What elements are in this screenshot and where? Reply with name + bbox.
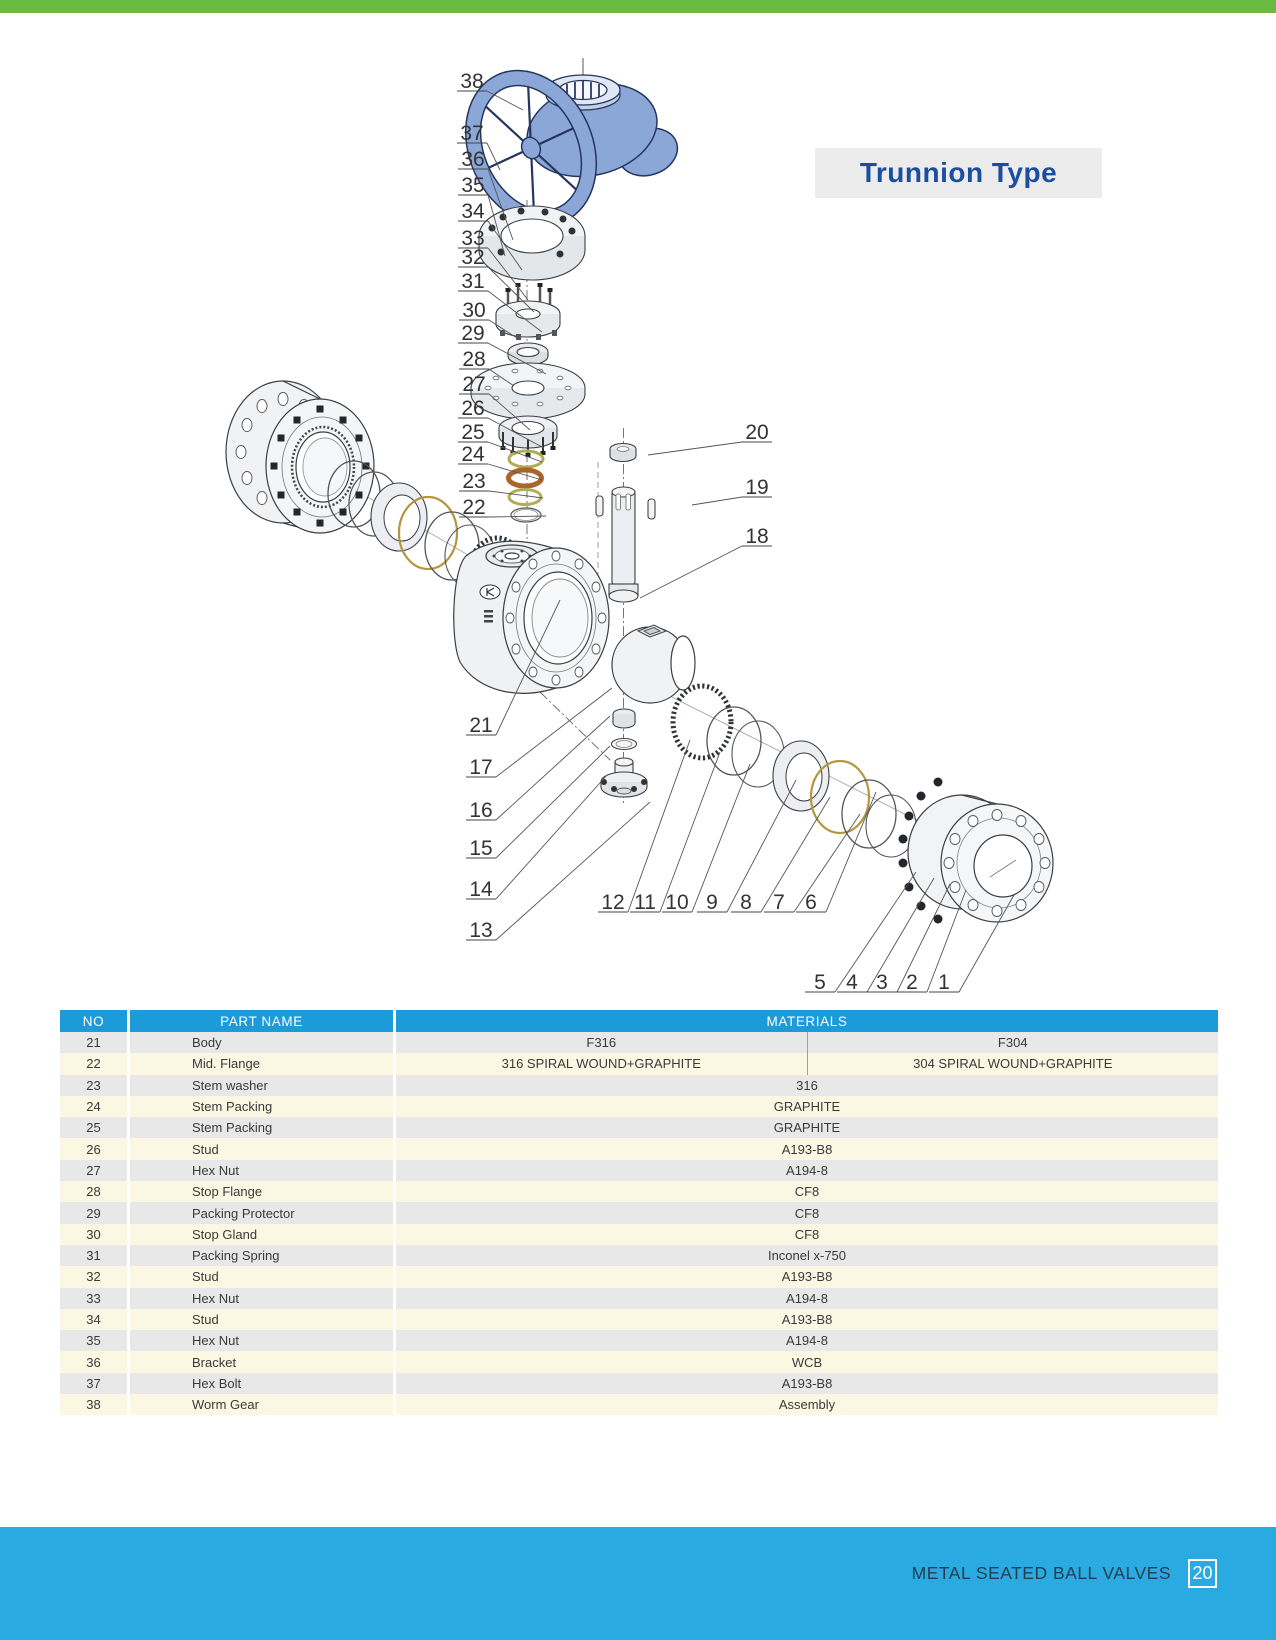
material-value: 304 SPIRAL WOUND+GRAPHITE [807, 1053, 1219, 1074]
header-no: NO [60, 1010, 127, 1032]
part-no-cell: 23 [60, 1075, 127, 1096]
part-name-cell: Hex Nut [130, 1330, 393, 1351]
callout-9: 9 [706, 891, 718, 914]
materials-cell [396, 1138, 1218, 1159]
table-header [60, 1010, 1218, 1032]
callout-leader-19 [692, 497, 742, 505]
materials-cell [396, 1075, 1218, 1096]
callout-23: 23 [462, 470, 486, 493]
part-no-cell: 29 [60, 1202, 127, 1223]
callout-leader-20 [648, 442, 742, 455]
callout-18: 18 [745, 525, 769, 548]
part-name-cell: Packing Protector [130, 1202, 393, 1223]
callout-34: 34 [461, 200, 485, 223]
table-row [60, 1160, 1218, 1181]
callout-leader-12 [628, 740, 690, 912]
stem-washer-22 [511, 508, 541, 522]
right-end-flange [899, 778, 1054, 924]
callout-10: 10 [665, 891, 689, 914]
footer-bar [0, 1527, 1276, 1640]
material-value: GRAPHITE [773, 1099, 841, 1115]
ball-bore [671, 636, 695, 690]
part-no-cell: 22 [60, 1053, 127, 1074]
part-no-cell: 27 [60, 1160, 127, 1181]
materials-cell [396, 1224, 1218, 1245]
callout-3: 3 [876, 971, 888, 994]
table-row [60, 1053, 1218, 1074]
material-value: A193-B8 [781, 1312, 833, 1327]
callout-5: 5 [814, 971, 826, 994]
footer-row [912, 1558, 1217, 1588]
trunnion-washer [612, 739, 637, 750]
part-name-cell: Stud [130, 1266, 393, 1287]
part-name-cell: Mid. Flange [130, 1053, 393, 1074]
material-value: A194-8 [786, 1333, 828, 1349]
table-row [60, 1245, 1218, 1266]
callout-38: 38 [460, 70, 484, 93]
callout-leader-9 [727, 780, 796, 912]
stop-gland [496, 283, 560, 340]
callout-36: 36 [461, 148, 485, 171]
material-value: WCB [791, 1354, 823, 1370]
part-no-cell: 30 [60, 1224, 127, 1245]
callout-33: 33 [461, 227, 485, 250]
ball [612, 625, 695, 703]
callout-14: 14 [469, 878, 493, 901]
callout-leader-8 [761, 797, 830, 912]
material-value: GRAPHITE [773, 1120, 841, 1136]
material-value: Assembly [778, 1397, 836, 1413]
material-value: A194-8 [786, 1162, 828, 1178]
material-value: 316 [796, 1077, 818, 1093]
material-value: CF8 [794, 1205, 820, 1221]
part-no-cell: 21 [60, 1032, 127, 1053]
material-value: 316 SPIRAL WOUND+GRAPHITE [501, 1056, 701, 1072]
material-value: CF8 [794, 1184, 820, 1200]
stem [596, 444, 655, 603]
part-no-cell: 32 [60, 1266, 127, 1287]
callout-31: 31 [461, 270, 485, 293]
header-materials: MATERIALS [396, 1010, 1218, 1032]
callout-leader-38 [487, 91, 523, 110]
materials-cell [396, 1202, 1218, 1223]
part-name-cell: Stem Packing [130, 1117, 393, 1138]
callout-leader-18 [640, 546, 742, 598]
material-value: A194-8 [786, 1290, 828, 1306]
trunnion-parts [601, 709, 647, 797]
table-row [60, 1117, 1218, 1138]
left-end-flange [226, 381, 374, 533]
callout-leader-17 [496, 688, 612, 777]
materials-cell [396, 1330, 1218, 1351]
part-name-cell: Hex Nut [130, 1288, 393, 1309]
materials-cell [396, 1160, 1218, 1181]
callout-leader-11 [660, 752, 720, 912]
callout-leader-10 [692, 764, 750, 912]
callout-leader-6 [826, 792, 876, 912]
part-no-cell: 25 [60, 1117, 127, 1138]
parts-table-body [60, 1032, 1218, 1415]
page-number-box [1188, 1559, 1217, 1588]
part-name-cell: Packing Spring [130, 1245, 393, 1266]
material-value: CF8 [794, 1226, 820, 1242]
materials-cell [396, 1032, 1218, 1053]
parts-table [60, 1010, 1218, 1415]
table-row [60, 1181, 1218, 1202]
table-row [60, 1351, 1218, 1372]
materials-cell [396, 1394, 1218, 1415]
callout-6: 6 [805, 891, 817, 914]
materials-cell [396, 1053, 1218, 1074]
table-row [60, 1288, 1218, 1309]
callout-26: 26 [461, 397, 485, 420]
part-no-cell: 33 [60, 1288, 127, 1309]
packing-protector [508, 343, 548, 365]
callout-19: 19 [745, 476, 769, 499]
stem-key-right [648, 499, 655, 519]
materials-cell [396, 1373, 1218, 1394]
part-name-cell: Hex Bolt [130, 1373, 393, 1394]
trunnion-plate [601, 758, 647, 797]
footer-title: METAL SEATED BALL VALVES [911, 1562, 1171, 1583]
part-name-cell: Body [130, 1032, 393, 1053]
callout-leader-16 [496, 716, 610, 820]
page-title: Trunnion Type [859, 157, 1058, 188]
material-value: A193-B8 [781, 1269, 833, 1285]
stem-key-left [596, 496, 603, 516]
callout-37: 37 [460, 122, 484, 145]
callout-leader-15 [496, 746, 610, 858]
materials-cell [396, 1309, 1218, 1330]
table-row [60, 1373, 1218, 1394]
callout-2: 2 [906, 971, 918, 994]
callout-11: 11 [634, 891, 656, 914]
materials-cell [396, 1351, 1218, 1372]
callout-leader-14 [496, 775, 607, 899]
callout-8: 8 [740, 891, 752, 914]
callout-12: 12 [601, 891, 625, 914]
material-value: F304 [807, 1032, 1219, 1053]
table-row [60, 1309, 1218, 1330]
table-row [60, 1096, 1218, 1117]
trunnion-bushing [613, 709, 635, 728]
stem-packing-rings [509, 451, 544, 522]
part-name-cell: Hex Nut [130, 1160, 393, 1181]
callout-leader-13 [496, 802, 650, 940]
callout-17: 17 [469, 756, 493, 779]
part-name-cell: Stop Gland [130, 1224, 393, 1245]
part-no-cell: 36 [60, 1351, 127, 1372]
seat-rings-right [673, 686, 916, 857]
materials-cell [396, 1096, 1218, 1117]
callout-29: 29 [461, 322, 485, 345]
table-row [60, 1138, 1218, 1159]
callout-20: 20 [745, 421, 769, 444]
part-no-cell: 31 [60, 1245, 127, 1266]
table-row [60, 1394, 1218, 1415]
callout-35: 35 [461, 174, 485, 197]
header-part-name: PART NAME [130, 1010, 393, 1032]
table-row [60, 1075, 1218, 1096]
callout-25: 25 [461, 421, 485, 444]
callout-16: 16 [469, 799, 493, 822]
callout-4: 4 [846, 971, 858, 994]
materials-cell [396, 1266, 1218, 1287]
bracket-ring [479, 206, 585, 280]
material-value: A193-B8 [781, 1141, 833, 1157]
callout-24: 24 [461, 443, 485, 466]
callout-28: 28 [462, 348, 486, 371]
part-name-cell: Stud [130, 1309, 393, 1330]
axis-lines [300, 58, 1000, 862]
part-no-cell: 24 [60, 1096, 127, 1117]
callout-27: 27 [462, 373, 486, 396]
table-row [60, 1330, 1218, 1351]
callout-21: 21 [469, 714, 493, 737]
material-value: Inconel x-750 [767, 1248, 847, 1264]
materials-cell [396, 1288, 1218, 1309]
callout-32: 32 [461, 246, 485, 269]
part-no-cell: 35 [60, 1330, 127, 1351]
callout-22: 22 [462, 496, 486, 519]
callout-13: 13 [469, 919, 493, 942]
table-row [60, 1202, 1218, 1223]
materials-cell [396, 1181, 1218, 1202]
part-name-cell: Stop Flange [130, 1181, 393, 1202]
part-no-cell: 38 [60, 1394, 127, 1415]
table-row [60, 1032, 1218, 1053]
part-name-cell: Stem washer [130, 1075, 393, 1096]
part-name-cell: Stem Packing [130, 1096, 393, 1117]
callout-1: 1 [938, 971, 950, 994]
table-row [60, 1224, 1218, 1245]
callout-30: 30 [462, 299, 486, 322]
page-number: 20 [1192, 1562, 1213, 1583]
part-no-cell: 37 [60, 1373, 127, 1394]
part-no-cell: 34 [60, 1309, 127, 1330]
table-row [60, 1266, 1218, 1287]
part-name-cell: Bracket [130, 1351, 393, 1372]
part-no-cell: 28 [60, 1181, 127, 1202]
stem-cap [610, 444, 636, 462]
valve-body [454, 541, 609, 693]
materials-cell [396, 1117, 1218, 1138]
part-name-cell: Stud [130, 1138, 393, 1159]
part-name-cell: Worm Gear [130, 1394, 393, 1415]
stop-flange-disc [471, 363, 585, 419]
part-no-cell: 26 [60, 1138, 127, 1159]
material-value: F316 [586, 1035, 617, 1051]
callout-15: 15 [469, 837, 493, 860]
brand-logo-mark [480, 585, 500, 599]
material-value: A193-B8 [781, 1375, 833, 1391]
callout-7: 7 [773, 891, 785, 914]
materials-cell [396, 1245, 1218, 1266]
